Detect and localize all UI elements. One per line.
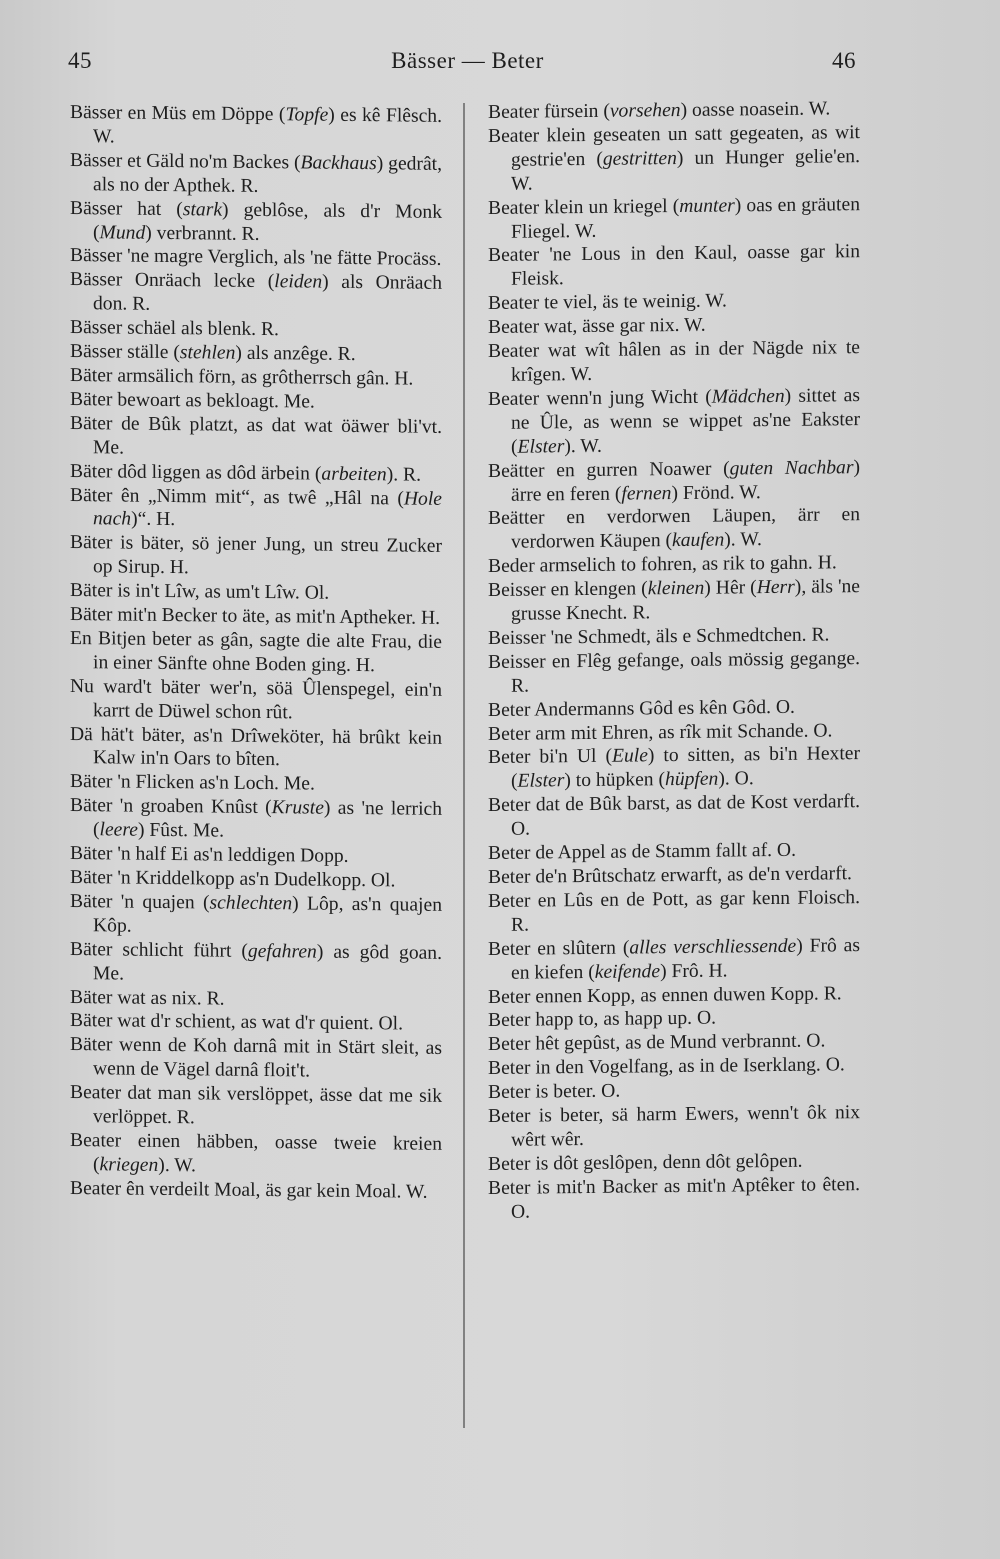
proverb-entry: Beater klein un kriegel (munter) oas en gräuten Fliegel. W. bbox=[488, 193, 860, 243]
proverb-entry: Bäter wat d'r schient, as wat d'r quient. Ol. bbox=[70, 1010, 403, 1035]
proverb-entry: Bäter 'n Flicken as'n Loch. Me. bbox=[70, 771, 315, 795]
proverb-entry: Beter de'n Brûtschatz erwarft, as de'n verdarft. bbox=[488, 863, 852, 888]
proverb-entry: Dä hät't bäter, as'n Drîweköter, hä brûkt kein Kalw in'n Oars to bîten. bbox=[70, 723, 442, 771]
proverb-entry: Beater te viel, äs te weinig. W. bbox=[488, 290, 727, 315]
proverb-entry: Beisser 'ne Schmedt, äls e Schmedtchen. R. bbox=[488, 624, 830, 649]
left-column bbox=[70, 101, 442, 1205]
proverb-entry: Nu ward't bäter wer'n, söä Ûlenspegel, ein'n karrt de Düwel schon rût. bbox=[70, 675, 442, 723]
proverb-entry: Beater einen häbben, oasse tweie kreien (kriegen). W. bbox=[70, 1129, 442, 1177]
proverb-entry: Beter is beter. O. bbox=[488, 1080, 621, 1104]
proverb-entry: Beater dat man sik verslöppet, ässe dat me sik verlöppet. R. bbox=[70, 1082, 442, 1129]
proverb-entry: Beter hêt gepûst, as de Mund verbrannt. O. bbox=[488, 1030, 826, 1056]
proverb-entry: Beater 'ne Lous in den Kaul, oasse gar kin Fleisk. bbox=[488, 241, 860, 291]
proverb-entry: Bäter 'n groaben Knûst (Kruste) as 'ne lerrich (leere) Fûst. Me. bbox=[70, 795, 443, 842]
proverb-entry: Bässer et Gäld no'm Backes (Backhaus) gedrât, als no der Apthek. R. bbox=[70, 149, 442, 197]
proverb-entry: Bässer Onräach lecke (leiden) als Onräach don. R. bbox=[70, 269, 442, 316]
proverb-entry: Bäter 'n Kriddelkopp as'n Dudelkopp. Ol. bbox=[70, 867, 396, 892]
proverb-entry: Bäter 'n quajen (schlechten) Lôp, as'n quajen Kôp. bbox=[70, 890, 442, 937]
proverb-entry: Bässer schäel als blenk. R. bbox=[70, 317, 279, 341]
right-column bbox=[488, 97, 860, 1224]
column-divider bbox=[463, 103, 465, 1428]
proverb-entry: Beater wat wît hâlen as in der Nägde nix te krîgen. W. bbox=[488, 337, 860, 386]
proverb-entry: Bässer ställe (stehlen) als anzêge. R. bbox=[70, 341, 356, 366]
proverb-entry: Beater ên verdeilt Moal, äs gar kein Moal. W. bbox=[70, 1177, 428, 1203]
proverb-entry: Beätter en verdorwen Läupen, ärr en verdorwen Käupen (kaufen). W. bbox=[488, 504, 860, 554]
proverb-entry: Beätter en gurren Noawer (guten Nachbar) ärre en feren (fernen) Frönd. W. bbox=[488, 456, 860, 506]
proverb-entry: Beter en Lûs en de Pott, as gar kenn Floisch. R. bbox=[488, 887, 860, 936]
proverb-entry: Bässer 'ne magre Verglich, als 'ne fätte Procäss. bbox=[70, 245, 442, 271]
proverb-entry: Bäter armsälich förn, as grôtherrsch gân. H. bbox=[70, 364, 414, 390]
proverb-entry: Beater wenn'n jung Wicht (Mädchen) sittet as ne Ûle, as wenn se wippet as'ne Eakster (Elster). W. bbox=[488, 384, 860, 458]
proverb-entry: Beter happ to, as happ up. O. bbox=[488, 1008, 716, 1032]
proverb-entry: Bäter mit'n Becker to äte, as mit'n Aptheker. H. bbox=[70, 604, 440, 629]
proverb-entry: Beter ennen Kopp, as ennen duwen Kopp. R. bbox=[488, 982, 842, 1008]
proverb-entry: Bäter dôd liggen as dôd ärbein (arbeiten). R. bbox=[70, 460, 421, 486]
proverb-entry: Beter is mit'n Backer as mit'n Aptêker to êten. O. bbox=[488, 1173, 860, 1223]
proverb-entry: Beater wat, ässe gar nix. W. bbox=[488, 314, 706, 339]
proverb-entry: Bäter is bäter, sö jener Jung, un streu Zucker op Sirup. H. bbox=[70, 532, 442, 579]
proverb-entry: Beisser en Flêg gefange, oals mössig gegange. R. bbox=[488, 647, 860, 697]
proverb-entry: Beter is beter, sä harm Ewers, wenn't ôk nix wêrt wêr. bbox=[488, 1102, 860, 1151]
page-number-right: 46 bbox=[832, 48, 856, 73]
proverb-entry: Beter is dôt geslôpen, denn dôt gelôpen. bbox=[488, 1150, 803, 1175]
proverb-entry: Beder armselich to fohren, as rik to gahn. H. bbox=[488, 552, 837, 578]
proverb-entry: Bäter de Bûk platzt, as dat wat öäwer bli'vt. Me. bbox=[70, 412, 442, 459]
proverb-entry: Bäter 'n half Ei as'n leddigen Dopp. bbox=[70, 843, 349, 868]
running-head: Bässer — Beter bbox=[391, 48, 544, 73]
page-number-left: 45 bbox=[68, 48, 92, 73]
proverb-entry: Beter Andermanns Gôd es kên Gôd. O. bbox=[488, 696, 795, 721]
proverb-entry: Beater fürsein (vorsehen) oasse noasein. W. bbox=[488, 98, 831, 123]
proverb-entry: Bäter wenn de Koh darnâ mit in Stärt sleit, as wenn de Vägel darnâ floit't. bbox=[70, 1034, 442, 1082]
proverb-entry: Beter in den Vogelfang, as in de Iserklang. O. bbox=[488, 1054, 845, 1080]
proverb-entry: Bässer en Müs em Döppe (Topfe) es kê Flêsch. W. bbox=[70, 102, 442, 148]
proverb-entry: Beter dat de Bûk barst, as dat de Kost verdarft. O. bbox=[488, 791, 860, 840]
proverb-entry: En Bitjen beter as gân, sagte die alte Frau, die in einer Sänfte ohne Boden ging. H. bbox=[70, 627, 442, 677]
proverb-entry: Bässer hat (stark) geblôse, als d'r Monk (Mund) verbrannt. R. bbox=[70, 197, 442, 245]
proverb-entry: Beter de Appel as de Stamm fallt af. O. bbox=[488, 839, 796, 865]
proverb-entry: Beter arm mit Ehren, as rîk mit Schande. O. bbox=[488, 719, 833, 745]
proverb-entry: Bäter wat as nix. R. bbox=[70, 986, 225, 1010]
proverb-entry: Bäter is in't Lîw, as um't Lîw. Ol. bbox=[70, 580, 330, 604]
proverb-entry: Beisser en klengen (kleinen) Hêr (Herr), äls 'ne grusse Knecht. R. bbox=[488, 576, 860, 625]
proverb-entry: Beater klein geseaten un satt gegeaten, as wit gestrie'en (gestritten) un Hunger gelie'en. W. bbox=[488, 122, 860, 195]
proverb-entry: Bäter ên „Nimm mit“, as twê „Hâl na (Hole nach)“. H. bbox=[70, 484, 442, 531]
proverb-entry: Bäter schlicht führt (gefahren) as gôd goan. Me. bbox=[70, 938, 443, 985]
proverb-entry: Beter bi'n Ul (Eule) to sitten, as bi'n Hexter (Elster) to hüpken (hüpfen). O. bbox=[488, 743, 860, 793]
proverb-entry: Beter en slûtern (alles verschliessende) Frô as en kiefen (keifende) Frô. H. bbox=[488, 934, 860, 984]
proverb-entry: Bäter bewoart as bekloagt. Me. bbox=[70, 388, 315, 413]
